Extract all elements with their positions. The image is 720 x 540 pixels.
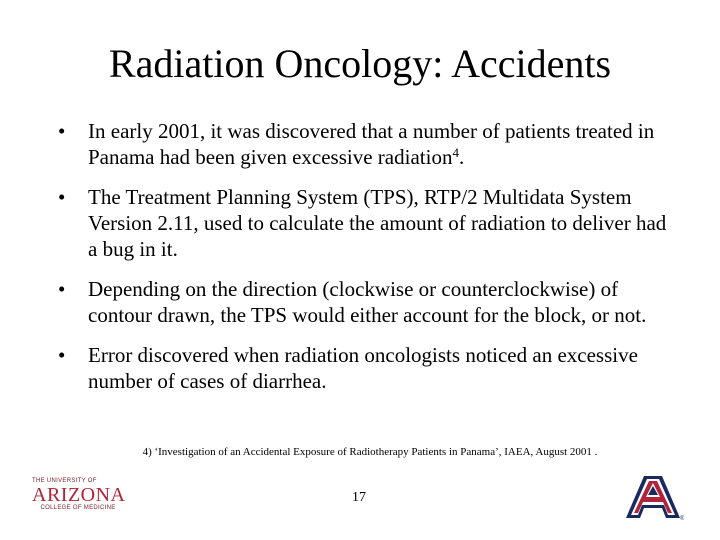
page-number: 17 [352,490,366,505]
block-a-logo-icon [622,474,684,522]
bullet-dot: • [58,185,66,209]
svg-text:®: ® [680,516,684,522]
logo-wordmark: ARIZONA [32,484,126,506]
bullet-text: The Treatment Planning System (TPS), RTP/2 Multidata System Version 2.11, used to calculate the amount of radiation to deliver had a bug in it. [88,185,667,261]
bullet-text-end: . [458,145,465,169]
bullet-item [58,184,678,262]
bullet-item [58,118,678,170]
footnote-ref: 4 [452,145,459,160]
logo-line-1: THE UNIVERSITY OF [32,478,97,484]
footnote: 4) ‘Investigation of an Accidental Exposure of Radiotherapy Patients in Panama’, IAEA, August 2001 . [142,446,598,458]
bullet-dot: • [58,277,66,301]
bullet-item [58,276,678,328]
bullet-list [58,118,678,408]
bullet-text: Depending on the direction (clockwise or counterclockwise) of contour drawn, the TPS would either account for the block, or not. [88,277,647,327]
bullet-text: Error discovered when radiation oncologists noticed an excessive number of cases of diarrhea. [88,343,638,393]
university-logo [32,478,124,518]
logo-line-3: COLLEGE OF MEDICINE [40,505,116,511]
bullet-dot: • [58,343,66,367]
bullet-item [58,342,678,394]
bullet-text: In early 2001, it was discovered that a number of patients treated in Panama had been given excessive radiation [88,119,655,169]
bullet-dot: • [58,119,66,143]
slide-title: Radiation Oncology: Accidents [108,41,612,86]
